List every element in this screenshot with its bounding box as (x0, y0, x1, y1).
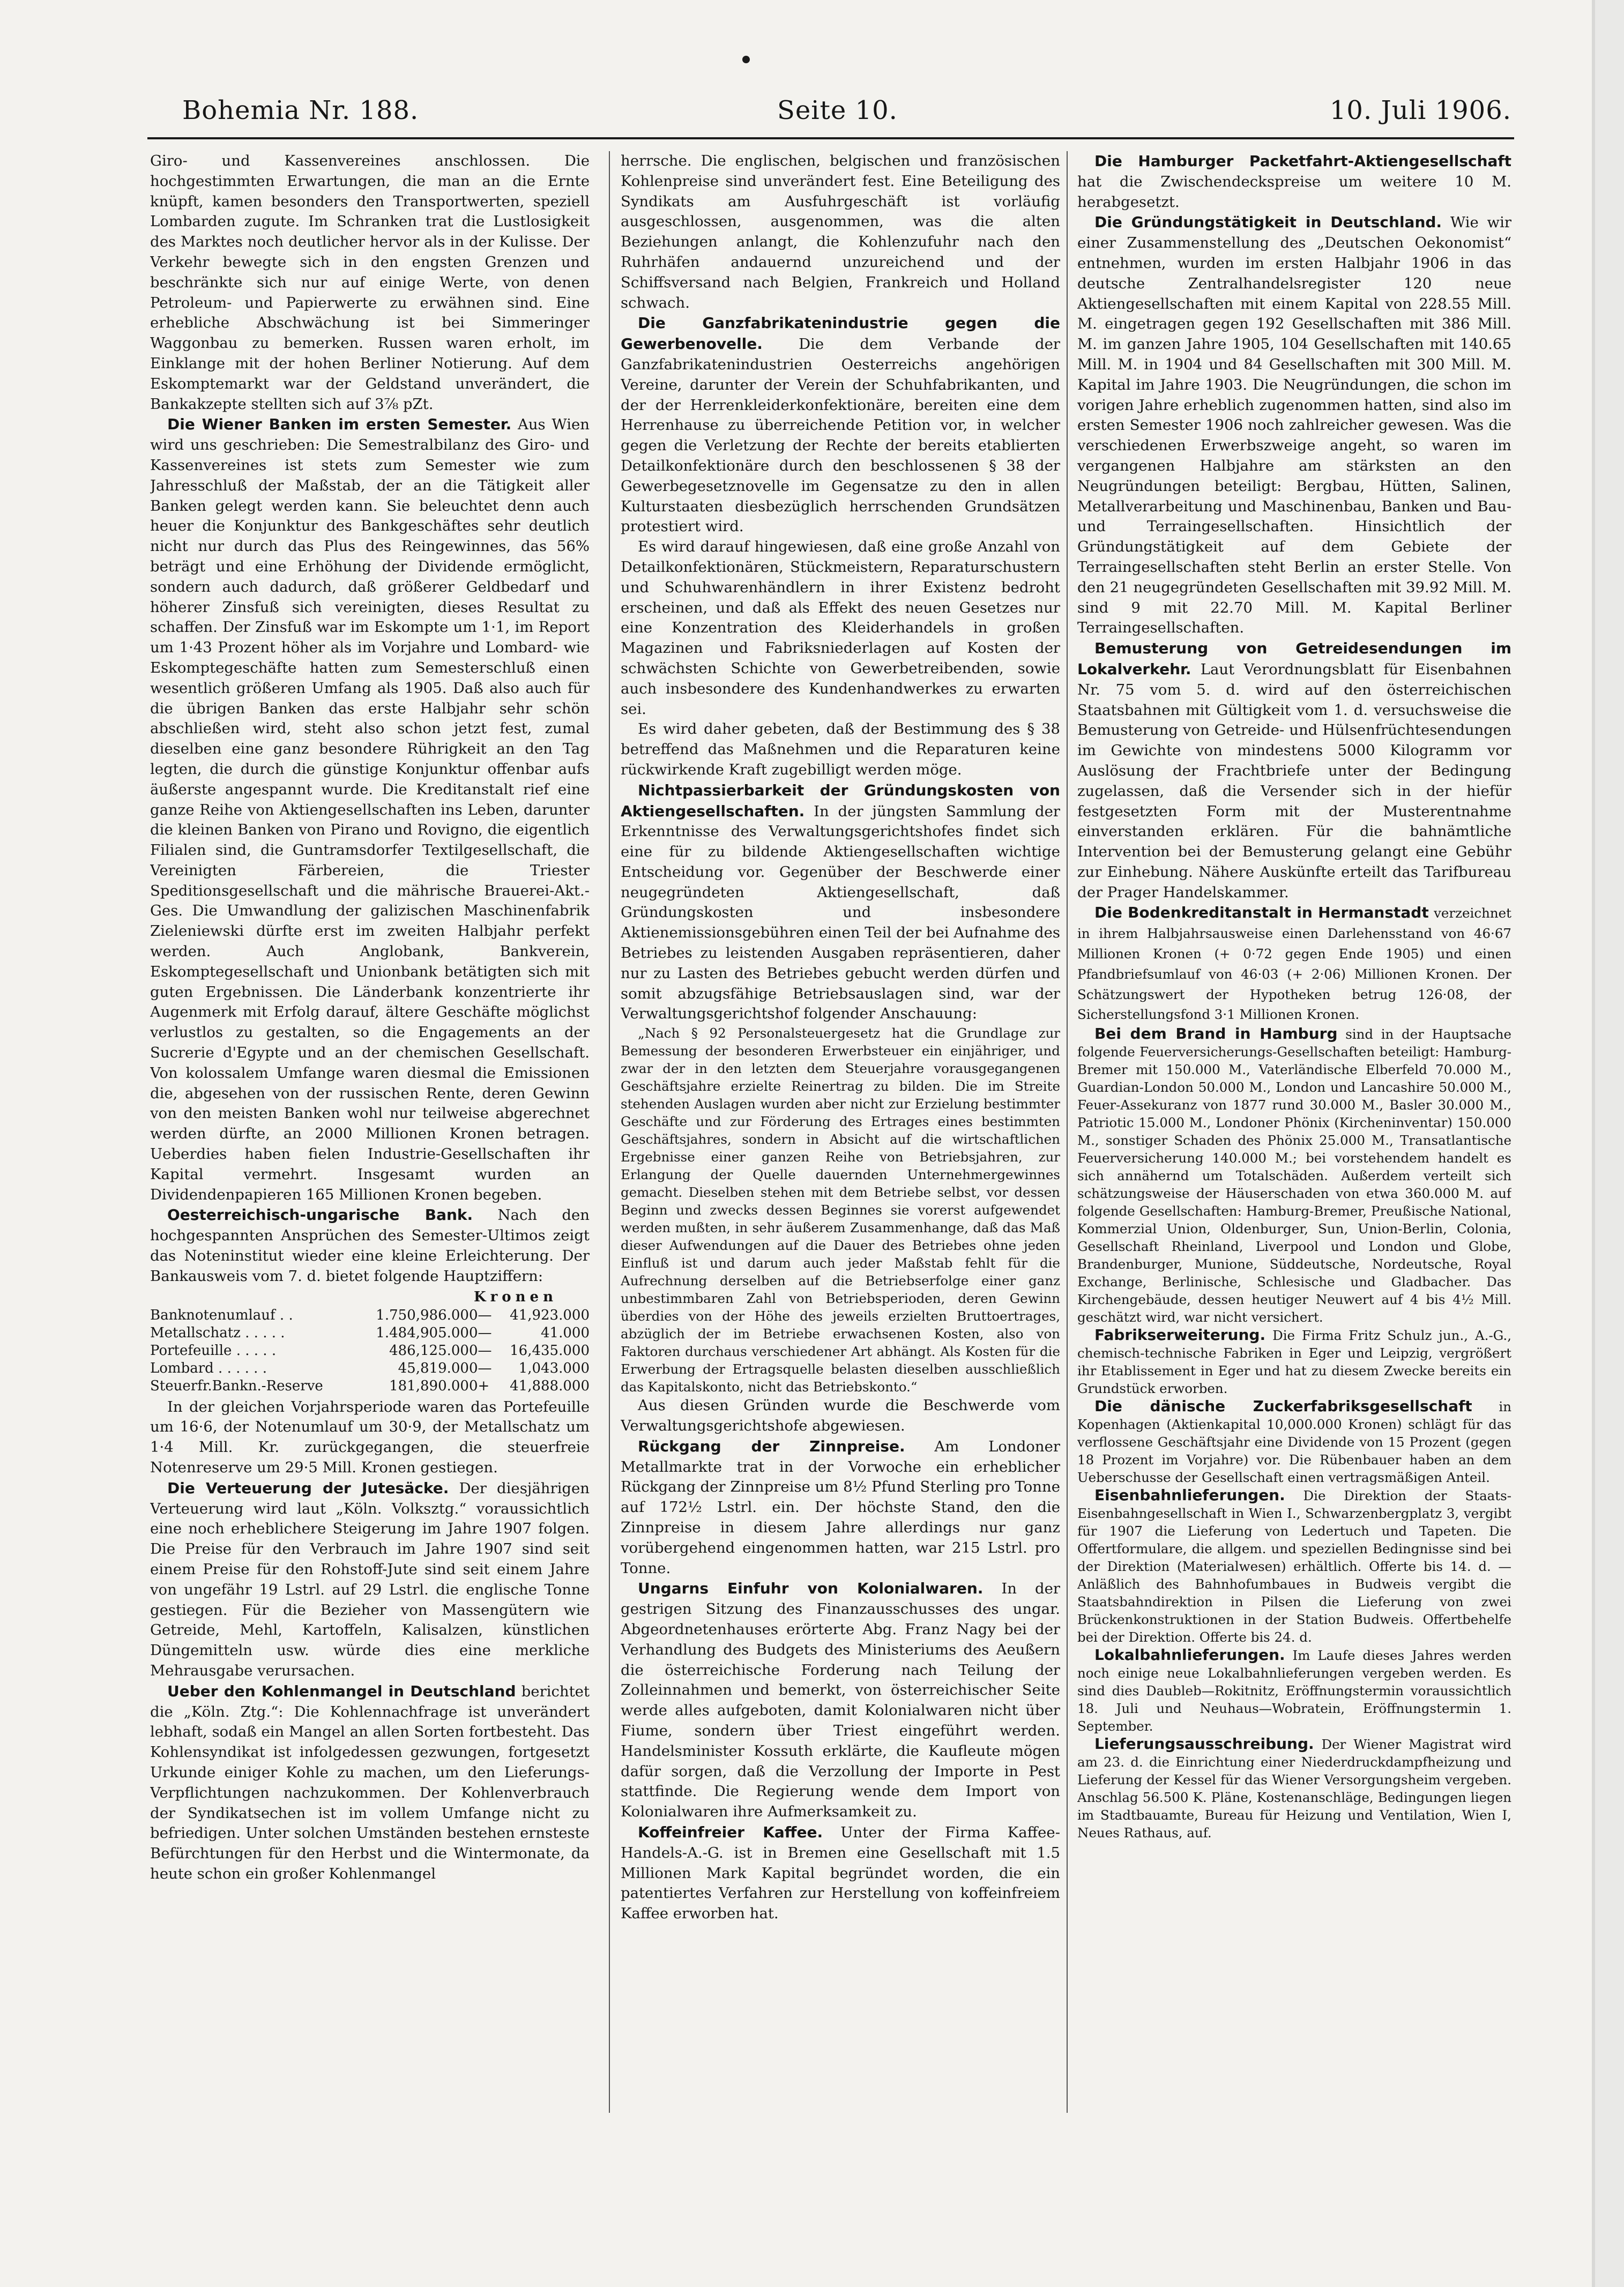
column-2 (621, 151, 1060, 2107)
article-heading: Ungarns Einfuhr von Kolonialwaren. (638, 1580, 984, 1598)
article-body: hat die Zwischendeckspreise um weitere 10 M. herabgesetzt. (1077, 173, 1511, 211)
article-heading: Oesterreichisch-ungarische Bank. (167, 1206, 473, 1224)
article-heading: Die Wiener Banken im ersten Semester. (167, 415, 512, 434)
article-quote: „Nach § 92 Personalsteuergesetz hat die Grundlage zur Bemessung der besonderen Erwerbsteuer ein einjähriger, und zwar der in den letzten dem Steuerjahre vorausgegangenen Geschäftsjahre erzielte Reinertrag zu bilden. Die im Streite stehenden Auslagen wurden aber nicht zur Erzielung bestimmter Geschäfte und zur Förderung des Ertrages eines bestimmten Geschäftsjahres, sondern in Absicht auf die wirtschaftlichen Ergebnisse einer ganzen Reihe von Betriebsjahren, zur Erlangung der Quelle dauernden Unternehmergewinnes gemacht. Dieselben stehen mit dem Betriebe selbst, vor dessen Beginn und zwecks dessen Beginnes sie vorerst aufgewendet werden mußten, in sehr äußerem Zusammenhange, daß das Maß dieser Aufwendungen auf die Dauer des Betriebes ohne jeden Einfluß ist und darum auch jeder Maßstab fehlt für die Aufrechnung derselben auf die Betriebserfolge einer ganz unbestimmbaren Zahl von Betriebsperioden, deren Gewinn überdies von der Höhe des jeweils erzielten Bruttoertrages, abzüglich der im Betriebe erwachsenen Kosten, also von Faktoren durchaus verschiedener Art abhängt. Als Kosten für die Erwerbung der Ertragsquelle belasten dieselben ausschließlich das Kapitalskonto, nicht das Betriebskonto.“ (621, 1025, 1060, 1395)
row-change: 16,435.000 (510, 1342, 590, 1359)
article-body: in Kopenhagen (Aktienkapital 10,000.000 Kronen) schlägt für das verflossene Geschäftsjahr eine Dividende von 15 Prozent (gegen 18 Prozent im Vorjahre) vor. Die Rübenbauer haben an dem Ueberschusse der Gesellschaft einen vertragsmäßigen Anteil. (1077, 1399, 1511, 1486)
article-jutesaecke (150, 1478, 590, 1681)
row-label: Banknotenumlauf . . (150, 1307, 293, 1323)
article-body: In der jüngsten Sammlung der Erkenntnisse des Verwaltungsgerichtshofes findet sich eine für zu bildende Aktiengesellschaften wichtige Entscheidung vor. Gegenüber der Beschwerde einer neugegründeten Aktiengesellschaft, daß Gründungskosten und insbesondere Aktienemissionsgebühren einen Teil der bei Aufnahme des Betriebes zu leistenden Ausgaben repräsentieren, daher nur zu Lasten des Betriebes gebucht werden dürfen und somit abzugsfähige Betriebsauslagen sind, war der Verwaltungsgerichtshof folgender Anschauung: (621, 802, 1060, 1023)
article-body: Der Wiener Magistrat wird am 23. d. die Einrichtung einer Niederdruckdampfheizung und Lieferung der Kessel für das Wiener Versorgungsheim vergeben. Anschlag 56.500 K. Pläne, Kostenanschläge, Bedingungen liegen im Stadtbauamte, Bureau für Heizung und Ventilation, Wien I, Neues Rathaus, auf. (1077, 1737, 1511, 1841)
article-body: In der gestrigen Sitzung des Finanzausschusses des ungar. Abgeordnetenhauses erörterte Abg. Franz Nagy bei der Verhandlung des Budgets des Ministeriums des Aeußern die österreichische Forderung nach Teilung der Zolleinnahmen und bemerkt, von österreichischer Seite werde alles aufgeboten, damit Kolonialwaren nicht über Fiume, sondern über Triest eingeführt werden. Handelsminister Kossuth erklärte, die Kaufleute mögen dafür sorgen, daß die Verzollung der Importe in Pest stattfinde. Die Regierung wende dem Import von Kolonialwaren ihre Aufmerksamkeit zu. (621, 1580, 1060, 1821)
article-gruendungskosten (621, 780, 1060, 1025)
row-sign: — (478, 1324, 492, 1341)
article-lieferungsausschreibung (1077, 1735, 1511, 1842)
column-divider-1 (609, 151, 610, 2113)
row-value: 1.750,986.000 (376, 1307, 478, 1323)
article-body: In der gleichen Vorjahrsperiode waren das Portefeuille um 16·6, der Notenumlauf um 30·9, der Metallschatz um 1·4 Mill. Kr. zurückgegangen, die steuerfreie Notenreserve um 29·5 Mill. Kronen gestiegen. (150, 1398, 590, 1477)
article-heading: Die Gründungstätigkeit in Deutschland. (1094, 213, 1442, 232)
article-body: Im Laufe dieses Jahres werden noch einige neue Lokalbahnlieferungen vergeben werden. Es sind dies Daubleb—Rokitnitz, Eröffnungstermin voraussichtlich 18. Juli und Neuhaus—Wobratein, Eröffnungstermin 1. September. (1077, 1648, 1511, 1734)
article-continuation: herrsche. Die englischen, belgischen und französischen Kohlenpreise sind unverändert fest. Eine Beteiligung des Syndikats am Ausfuhrgeschäft ist vorläufig ausgeschlossen, ausgenommen, was die alten Beziehungen anlangt, die Kohlenzufuhr nach den Ruhrhäfen andauernd unzureichend und der Schiffsversand nach Belgien, Frankreich und Holland schwach. (621, 152, 1060, 311)
article-heading: Bemusterung von Getreidesendungen im Lokalverkehr. (1077, 639, 1511, 678)
row-value: 486,125.000 (389, 1342, 478, 1359)
article-oesterr-bank (150, 1205, 590, 1286)
row-label: Portefeuille . . . . . (150, 1342, 277, 1359)
column-divider-2 (1067, 151, 1068, 2113)
article-heading: Die Verteuerung der Jutesäcke. (167, 1479, 449, 1497)
article-body: Es wird darauf hingewiesen, daß eine große Anzahl von Detailkonfektionären, Stückmeistern, Reparaturschustern und Schuhwarenhändlern in ihrer Existenz bedroht erscheinen, und daß als Effekt des neuen Gesetzes nur eine Konzentration des Kleiderhandels in großen Magazinen und Fabriksniederlagen auf Kosten der schwächsten Schichte von Gewerbetreibenden, sowie auch insbesondere des Kundenhandwerkes zu erwarten sei. (621, 538, 1060, 718)
article-kohlenmangel (150, 1681, 590, 1884)
row-change: 41,888.000 (510, 1377, 590, 1394)
column-1 (150, 151, 590, 2107)
article-body: Der diesjährigen Verteuerung wird laut „Köln. Volksztg.“ voraussichtlich eine noch erheblichere Steigerung im Jahre 1907 folgen. Die Preise für den Verbrauch im Jahre 1907 sind seit einem Preise für den Rohstoff-Jute sind seit einem Jahre von ungefähr 19 Lstrl. auf 29 Lstrl. die englische Tonne gestiegen. Für die Bezieher von Massengütern wie Getreide, Mehl, Kartoffeln, Kalisalzen, künstlichen Düngemitteln usw. würde dies eine merkliche Mehrausgabe verursachen. (150, 1479, 590, 1679)
article-zinnpreise (621, 1436, 1060, 1579)
table-row (150, 1342, 590, 1360)
article-body: Nach den hochgespannten Ansprüchen des Semester-Ultimos zeigt das Noteninstitut wieder eine kleine Erleichterung. Der Bankausweis vom 7. d. bietet folgende Hauptziffern: (150, 1206, 590, 1285)
row-value: 181,890.000 (389, 1377, 478, 1394)
article-body: verzeichnet in ihrem Halbjahrsausweise einen Darlehensstand von 46·67 Millionen Kronen (+ 0·72 gegen Ende 1905) und einen Pfandbriefsumlauf von 46·03 (+ 2·06) Millionen Kronen. Der Schätzungswert der Hypotheken betrug 126·08, der Sicherstellungsfond 3·1 Millionen Kronen. (1077, 905, 1511, 1023)
table-row (150, 1307, 590, 1324)
column-3 (1077, 151, 1511, 2107)
table-row (150, 1360, 590, 1377)
article-bemusterung (1077, 638, 1511, 903)
row-value: 45,819.000 (398, 1360, 478, 1376)
article-heading: Fabrikserweiterung. (1094, 1326, 1266, 1344)
header-rule (147, 137, 1514, 139)
article-lokalbahnlieferungen (1077, 1646, 1511, 1735)
printer-dot-mark (742, 56, 750, 63)
article-heading: Eisenbahnlieferungen. (1094, 1486, 1285, 1504)
article-continuation: Giro- und Kassenvereines anschlossen. Die hochgestimmten Erwartungen, die man an die Ernte knüpft, kamen besonders den Transportwerten, speziell Lombarden zugute. Im Schranken trat die Lustlosigkeit des Marktes noch deutlicher hervor als in der Kulisse. Der Verkehr bewegte sich in den engsten Grenzen und beschränkte sich nur auf einige Werte, von denen Petroleum- und Papierwerte zu erwähnen sind. Eine erhebliche Abschwächung ist bei Simmeringer Waggonbau zu bemerken. Russen waren erholt, im Einklange mit der hohen Berliner Notierung. Auf dem Eskomptemarkt war der Geldstand unverändert, die Bankakzepte stellten sich auf 3⅞ pZt. (150, 152, 590, 413)
article-body: Die Direktion der Staats-Eisenbahngesellschaft in Wien I., Schwarzenbergplatz 3, vergibt für 1907 die Lieferung von Ledertuch und Tapeten. Die Offertformulare, die allgem. und speziellen Bedingnisse sind bei der Direktion (Materialwesen) erhältlich. Offerte bis 14. d. — Anläßlich des Bahnhofumbaues in Budweis vergibt die Staatsbahndirektion in Pilsen die Lieferung von zwei Brückenkonstruktionen in der Station Budweis. Offertbehelfe bei der Direktion. Offerte bis 24. d. (1077, 1488, 1511, 1645)
article-bodenkreditanstalt (1077, 903, 1511, 1025)
article-heading: Die dänische Zuckerfabriksgesellschaft (1094, 1397, 1472, 1416)
article-body: Am Londoner Metallmarkte trat in der Vorwoche ein erheblicher Rückgang der Zinnpreise um 8½ Pfund Sterling pro Tonne auf 172½ Lstrl. ein. Der höchste Stand, den die Zinnpreise in diesem Jahre allerdings nur ganz vorübergehend eingenommen hatten, war 215 Lstrl. pro Tonne. (621, 1437, 1060, 1577)
row-label: Lombard . . . . . . (150, 1360, 267, 1376)
page-header (182, 95, 1511, 133)
article-body: Die dem Verbande der Ganzfabrikatenindustrien Oesterreichs angehörigen Vereine, darunter der Verein der Schuhfabrikanten, und der der Herrenkleiderkonfektionäre, bereiten eine dem Herrenhause zu überreichende Petition vor, in welcher gegen die Verletzung der Rechte der bereits etablierten Detailkonfektionäre durch den beschlossenen § 38 der Gewerbegesetznovelle im Gegensatze zu den in allen Kulturstaaten diesbezüglich herrschenden Grundsätzen protestiert wird. (621, 336, 1060, 535)
table-unit-header: Kronen (474, 1288, 557, 1305)
article-body: Es wird daher gebeten, daß der Bestimmung des § 38 betreffend das Maßnehmen und die Reparaturen keine rückwirkende Kraft zugebilligt werden möge. (621, 720, 1060, 778)
header-page-number: Seite 10. (777, 95, 898, 125)
row-sign: — (478, 1307, 492, 1323)
row-sign: — (478, 1342, 492, 1359)
article-heading: Die Bodenkreditanstalt in Hermanstadt (1094, 904, 1429, 922)
table-row (150, 1324, 590, 1342)
article-brand-hamburg (1077, 1025, 1511, 1326)
row-sign: — (478, 1360, 492, 1376)
article-heading: Die Ganzfabrikatenindustrie gegen die Gewerbenovelle. (621, 314, 1060, 353)
article-fabrikserweiterung (1077, 1326, 1511, 1397)
article-heading: Die Hamburger Packetfahrt-Aktiengesellschaft (1094, 152, 1511, 170)
table-row (150, 1377, 590, 1395)
row-label: Metallschatz . . . . . (150, 1324, 285, 1341)
article-gruendungstaetigkeit (1077, 212, 1511, 638)
article-body: sind in der Hauptsache folgende Feuerversicherungs-Gesellschaften beteiligt: Hamburg-Bremer mit 150.000 M., Vaterländische Elberfeld 70.000 M., Guardian-London 50.000 M., London und Lancashire 50.000 M., Feuer-Assekuranz von 1877 rund 30.000 M., Basler 30.000 M., Patriotic 15.000 M., Londoner Phönix (Kircheninventar) 150.000 M., sonstiger Schaden des Phönix 25.000 M., Transatlantische Feuerversicherung 140.000 M.; bei vorstehendem handelt es sich annähernd um Totalschäden. Außerdem verteilt sich schätzungsweise der Häuserschaden von etwa 360.000 M. auf folgende Gesellschaften: Hamburg-Bremer, Preußische National, Kommerzial Union, Oldenburger, Sun, Union-Berlin, Colonia, Gesellschaft Rheinland, Liverpool und London und Globe, Brandenburger, Munione, Süddeutsche, Nordeutsche, Royal Exchange, Berlinische, Schlesische und Gladbacher. Das Kirchengebäude, dessen heutiger Neuwert auf 4 bis 4½ Mill. geschätzt wird, war nicht versichert. (1077, 1026, 1511, 1325)
article-body: berichtet die „Köln. Ztg.“: Die Kohlennachfrage ist unverändert lebhaft, sodaß ein Mangel an allen Sorten fortbesteht. Das Kohlensyndikat ist infolgedessen gezwungen, fortgesetzt Urkunde einiger Kohle zu machen, um den Lieferungs-Verpflichtungen nachzukommen. Der Kohlenverbrauch der Syndikatsechen ist im vollem Umfange nicht zu befriedigen. Unter solchen Umständen bestehen ernsteste Befürchtungen für den Herbst und die Wintermonate, da heute schon ein großer Kohlenmangel (150, 1682, 590, 1882)
article-heading: Ueber den Kohlenmangel in Deutschland (167, 1682, 516, 1700)
article-heading: Koffeinfreier Kaffee. (638, 1823, 823, 1841)
row-change: 41,923.000 (510, 1307, 590, 1323)
article-ganzfabrikaten (621, 313, 1060, 537)
article-heading: Lieferungsausschreibung. (1094, 1735, 1314, 1753)
article-body: Unter der Firma Kaffee-Handels-A.-G. ist in Bremen eine Gesellschaft mit 1.5 Millionen Mark Kapital begründet worden, die ein patentiertes Verfahren zur Herstellung von koffeinfreiem Kaffee erworben hat. (621, 1824, 1060, 1923)
article-body: Laut Verordnungsblatt für Eisenbahnen Nr. 75 vom 5. d. wird auf den österreichischen Staatsbahnen mit Gültigkeit vom 1. d. versuchsweise die Bemusterung von Getreide- und Hülsenfrüchtesendungen im Gewichte von mindestens 5000 Kilogramm vor Auslösung der Frachtbriefe unter der Bedingung zugelassen, daß die Versender sich in der hiefür festgesetzten Form mit der Musterentnahme einverstanden erklären. Für die bahnämtliche Intervention bei der Bemusterung gelangt eine Gebühr zur Einhebung. Nähere Auskünfte erteilt das Tarifbureau der Prager Handelskammer. (1077, 660, 1511, 901)
article-heading: Bei dem Brand in Hamburg (1094, 1025, 1338, 1043)
article-body: Aus Wien wird uns geschrieben: Die Semestralbilanz des Giro- und Kassenvereines ist stets zum Semester wie zum Jahresschluß der Maßstab, der an die Tätigkeit aller Banken gelegt werden kann. Sie beleuchtet denn auch heuer die Konjunktur des Bankgeschäftes sehr deutlich nicht nur durch das Plus des Reingewinnes, das 56% beträgt und eine Erhöhung der Dividende ermöglicht, sondern auch dadurch, daß größerer Geldbedarf und höherer Zinsfuß sich vereinigten, dieses Resultat zu schaffen. Der Zinsfuß war im Eskompte um 1·1, im Report um 1·43 Prozent höher als im Vorjahre und Lombard- wie Eskomptegeschäfte hatten zum Semesterschluß einen wesentlich größeren Umfang als 1905. Daß also auch für die übrigen Banken das erste Halbjahr sehr schön abschließen wird, steht also schon jetzt fest, zumal dieselben eine ganz besondere Rührigkeit an den Tag legten, die durch die günstige Konjunktur offenbar aufs äußerste angespannt wurde. Die Kreditanstalt rief eine ganze Reihe von Aktiengesellschaften ins Leben, darunter die kleinen Banken von Pirano und Rovigno, die eigentlich Filialen sind, die Guntramsdorfer Textilgesellschaft, die Vereinigten Färbereien, die Triester Speditionsgesellschaft und die mährische Brauerei-Akt.-Ges. Die Umwandlung der galizischen Maschinenfabrik Zieleniewski dürfte erst im zweiten Halbjahr perfekt werden. Auch Anglobank, Bankverein, Eskomptegesellschaft und Unionbank betätigten sich mit guten Ergebnissen. Die Länderbank konzentrierte ihr Augenmerk mit Erfolg darauf, ältere Geschäfte möglichst verlustlos zu gestalten, so die Engagements an der Sucrerie d'Egypte und an der chemischen Gesellschaft. Von kolossalem Umfange waren diesmal die Emissionen die, abgesehen von der russischen Rente, deren Gewinn von den meisten Banken wohl nur teilweise abgerechnet werden dürfte, an 2000 Millionen Kronen betragen. Ueberdies haben fielen Industrie-Gesellschaften ihr Kapital vermehrt. Insgesamt wurden an Dividendenpapieren 165 Millionen Kronen begeben. (150, 416, 590, 1203)
article-kolonialwaren (621, 1578, 1060, 1822)
article-wiener-banken (150, 414, 590, 1205)
row-value: 1.484,905.000 (376, 1324, 478, 1341)
article-kaffee (621, 1822, 1060, 1924)
article-heading: Rückgang der Zinnpreise. (638, 1437, 905, 1455)
bank-figures-table (150, 1288, 590, 1395)
header-date: 10. Juli 1906. (1329, 95, 1511, 125)
article-heading: Lokalbahnlieferungen. (1094, 1646, 1285, 1664)
article-body: Die Firma Fritz Schulz jun., A.-G., chemisch-technische Fabriken in Eger und Leipzig, vergrößert ihr Etablissement in Eger und hat zu diesem Zwecke bereits ein Grundstück erworben. (1077, 1328, 1511, 1397)
article-body: Wie wir einer Zusammenstellung des „Deutschen Oekonomist“ entnehmen, wurden im ersten Halbjahr 1906 in das deutsche Zentralhandelsregister 120 neue Aktiengesellschaften mit einem Kapital von 228.55 Mill. M. eingetragen gegen 192 Gesellschaften mit 386 Mill. M. im ganzen Jahre 1905, 104 Gesellschaften mit 140.65 Mill. M. in 1904 und 84 Gesellschaften mit 300 Mill. M. Kapital im Jahre 1903. Die Neugründungen, die schon im vorigen Jahre erheblich zugenommen hatten, sind also im ersten Semester 1906 noch zahlreicher gewesen. Was die verschiedenen Erwerbszweige angeht, so waren im vergangenen Halbjahre am stärksten an den Neugründungen beteiligt: Bergbau, Hütten, Salinen, Metallverarbeitung und Maschinenbau, Banken und Bau- und Terraingesellschaften. Hinsichtlich der Gründungstätigkeit auf dem Gebiete der Terraingesellschaften steht Berlin an erster Stelle. Von den 21 neugegründeten Gesellschaften mit 39.92 Mill. M. sind 9 mit 22.70 Mill. M. Kapital Berliner Terraingesellschaften. (1077, 214, 1511, 637)
header-publication: Bohemia Nr. 188. (182, 95, 419, 125)
article-heading: Nichtpassierbarkeit der Gründungskosten von Aktiengesellschaften. (621, 781, 1060, 820)
article-body: Aus diesen Gründen wurde die Beschwerde vom Verwaltungsgerichtshofe abgewiesen. (621, 1397, 1060, 1435)
article-eisenbahnlieferungen (1077, 1486, 1511, 1646)
row-change: 1,043.000 (518, 1360, 590, 1376)
row-sign: + (478, 1377, 490, 1394)
article-zuckerfabrik (1077, 1397, 1511, 1486)
row-label: Steuerfr.Bankn.-Reserve (150, 1377, 323, 1394)
row-change: 41.000 (541, 1324, 590, 1341)
article-packetfahrt (1077, 151, 1511, 212)
